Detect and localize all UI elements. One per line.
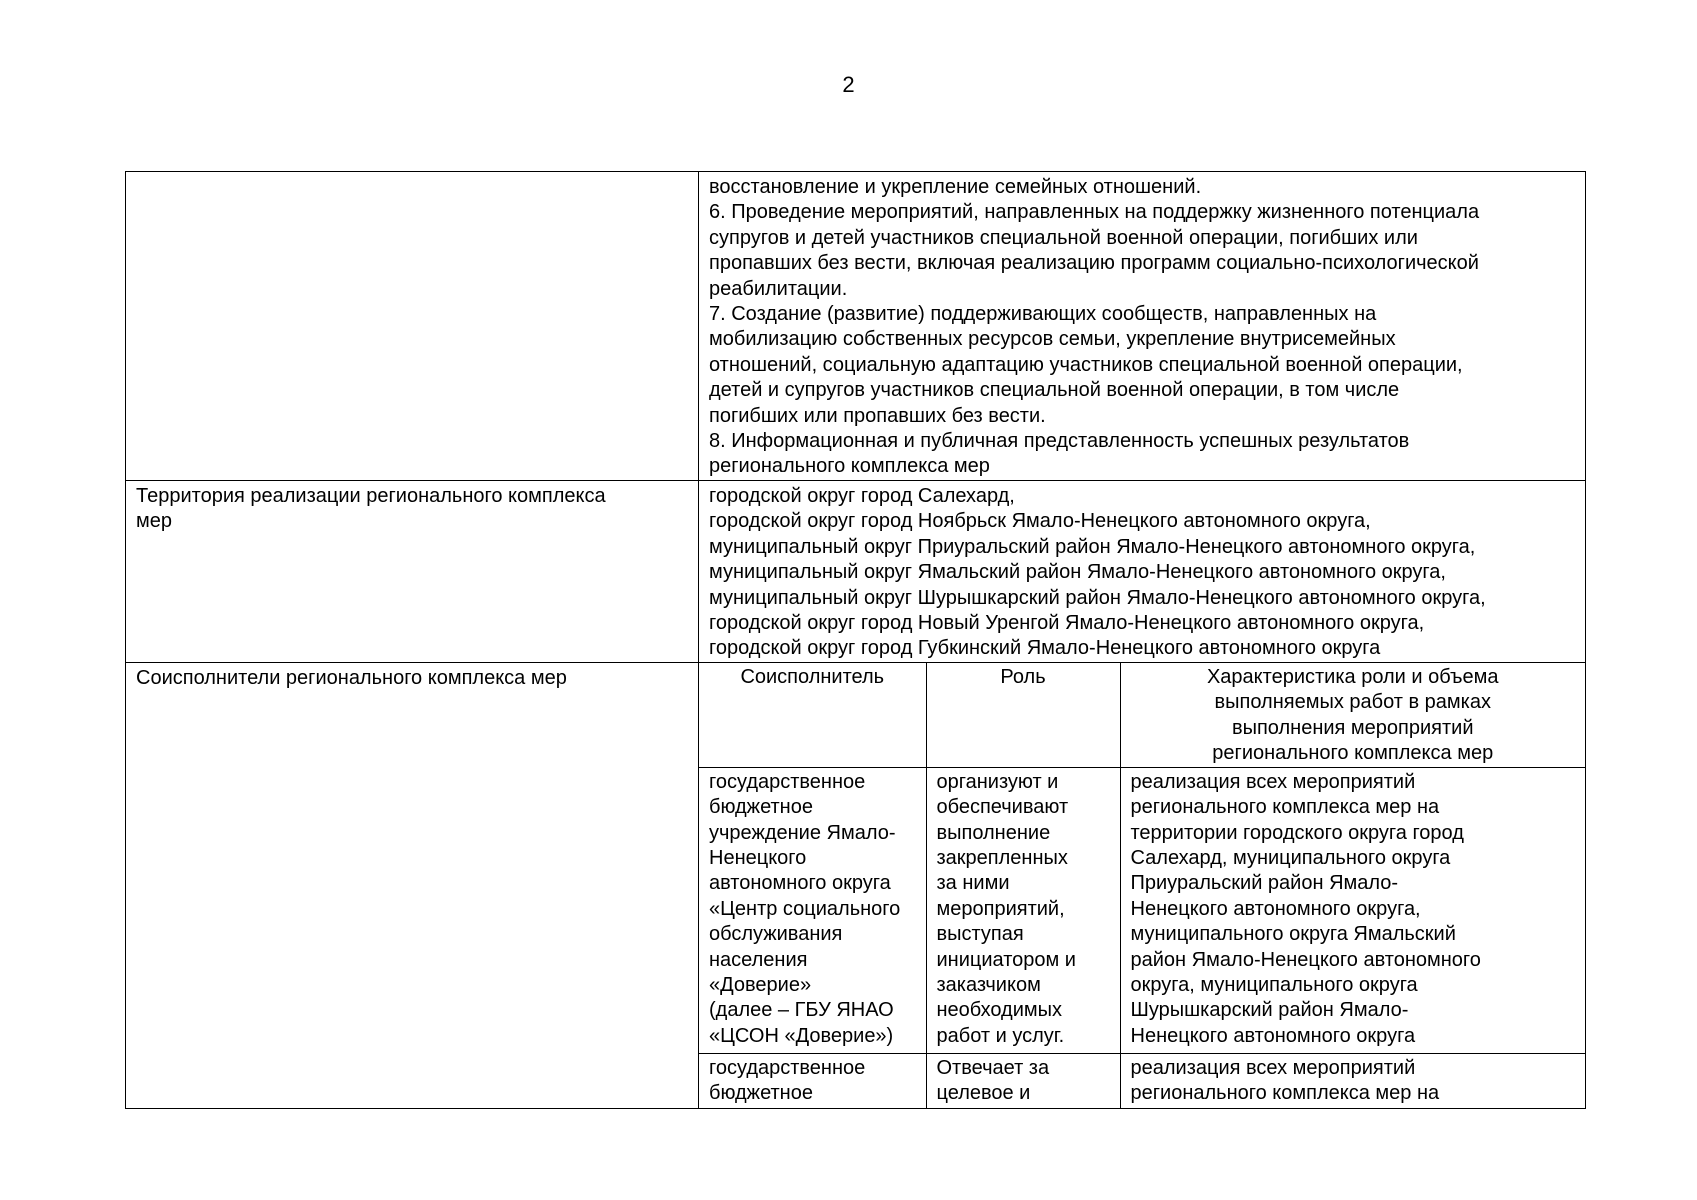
text-line: округа, муниципального округа — [1130, 973, 1418, 996]
text-line: регионального комплекса мер — [709, 455, 990, 478]
table-row — [126, 172, 1586, 481]
table-row — [126, 480, 1586, 662]
text-line: населения — [709, 948, 808, 971]
header-text: выполнения мероприятий — [1231, 716, 1474, 739]
text-line: необходимых — [936, 999, 1063, 1022]
text-line: муниципальный округ Шурышкарский район Ямало-Ненецкого автономного округа, — [709, 586, 1486, 609]
text-line: супругов и детей участников специальной военной операции, погибших или — [709, 226, 1418, 249]
table-row — [126, 662, 1586, 1108]
text-line: городской округ город Салехард, — [709, 484, 1015, 507]
page-number: 2 — [842, 72, 855, 97]
coexecutors-cell — [699, 662, 1586, 1108]
text-line: «Доверие» — [709, 973, 812, 996]
text-line: государственное — [709, 770, 866, 793]
text-line: мер — [136, 510, 172, 533]
text-line: территории городского округа город — [1130, 821, 1464, 844]
header-text: Характеристика роли и объема — [1206, 665, 1499, 688]
text-line: 7. Создание (развитие) поддерживающих сообществ, направленных на — [709, 303, 1377, 326]
coexecutors-table — [699, 663, 1585, 1108]
table-row — [699, 1053, 1585, 1108]
text-line: Отвечает за — [936, 1056, 1050, 1079]
text-line: Приуральский район Ямало- — [1130, 872, 1399, 895]
text-line: работ и услуг. — [936, 1024, 1065, 1047]
text-line: реализация всех мероприятий — [1130, 1056, 1416, 1079]
header-text: регионального комплекса мер — [1212, 741, 1494, 764]
text-line: 8. Информационная и публичная представленность успешных результатов — [709, 430, 1410, 453]
text-line: учреждение Ямало- — [709, 821, 896, 844]
text-line: Соисполнители регионального комплекса мер — [136, 666, 567, 689]
text-line: за ними — [936, 872, 1010, 895]
text-line: мобилизацию собственных ресурсов семьи, укрепление внутрисемейных — [709, 328, 1396, 351]
text-line: погибших или пропавших без вести. — [709, 404, 1046, 427]
text-line: муниципального округа Ямальский — [1130, 923, 1456, 946]
text-line: «ЦСОН «Доверие») — [709, 1024, 894, 1047]
text-line: Ненецкого автономного округа, — [1130, 897, 1421, 920]
text-line: городской округ город Губкинский Ямало-Ненецкого автономного округа — [709, 637, 1381, 660]
text-line: бюджетное — [709, 1082, 813, 1105]
text-line: выполнение — [936, 821, 1051, 844]
row-label-cell — [126, 172, 699, 481]
coexecutors-header-row — [699, 663, 1585, 768]
row-content-cell — [699, 172, 1586, 481]
coexecutor-cell — [699, 767, 926, 1053]
text-line: городской округ город Новый Уренгой Ямало-Ненецкого автономного округа, — [709, 611, 1425, 634]
role-cell — [926, 1053, 1120, 1108]
text-line: бюджетное — [709, 796, 813, 819]
characteristic-cell — [1120, 767, 1585, 1053]
characteristic-cell — [1120, 1053, 1585, 1108]
text-line: обеспечивают — [936, 796, 1069, 819]
text-line: отношений, социальную адаптацию участников специальной военной операции, — [709, 353, 1463, 376]
text-line: восстановление и укрепление семейных отношений. — [709, 176, 1202, 198]
text-line: регионального комплекса мер на — [1130, 1082, 1440, 1105]
table-row — [699, 767, 1585, 1053]
text-line: мероприятий, — [936, 897, 1065, 920]
text-line: инициатором и — [936, 948, 1076, 971]
text-line: Ненецкого — [709, 846, 807, 869]
text-line: пропавших без вести, включая реализацию программ социально-психологической — [709, 252, 1479, 275]
text-line: «Центр социального — [709, 897, 901, 920]
text-line: закрепленных — [936, 846, 1068, 869]
text-line: район Ямало-Ненецкого автономного — [1130, 948, 1481, 971]
text-line: обслуживания — [709, 923, 843, 946]
header-cell — [926, 663, 1120, 768]
header-text: Роль — [1000, 665, 1046, 688]
text-line: 6. Проведение мероприятий, направленных на поддержку жизненного потенциала — [709, 201, 1480, 224]
text-line: организуют и — [936, 770, 1059, 793]
header-cell — [1120, 663, 1585, 768]
text-line: заказчиком — [936, 973, 1041, 996]
text-line: выступая — [936, 923, 1024, 946]
text-line: городской округ город Ноябрьск Ямало-Ненецкого автономного округа, — [709, 510, 1371, 533]
role-cell — [926, 767, 1120, 1053]
row-label-cell — [126, 480, 699, 662]
text-line: реабилитации. — [709, 277, 848, 300]
text-line: Шурышкарский район Ямало- — [1130, 999, 1409, 1022]
text-line: Территория реализации регионального комплекса — [136, 484, 606, 507]
text-line: реализация всех мероприятий — [1130, 770, 1416, 793]
coexecutor-cell — [699, 1053, 926, 1108]
text-line: детей и супругов участников специальной военной операции, в том числе — [709, 379, 1400, 402]
header-text: Соисполнитель — [740, 665, 885, 688]
text-line: регионального комплекса мер на — [1130, 796, 1440, 819]
header-text: выполняемых работ в рамках — [1214, 691, 1491, 714]
text-line: муниципальный округ Приуральский район Ямало-Ненецкого автономного округа, — [709, 535, 1476, 558]
text-line: Салехард, муниципального округа — [1130, 846, 1451, 869]
text-line: целевое и — [936, 1082, 1031, 1105]
text-line: автономного округа — [709, 872, 891, 895]
passport-table — [125, 171, 1586, 1109]
row-content-cell — [699, 480, 1586, 662]
text-line: Ненецкого автономного округа — [1130, 1024, 1416, 1047]
header-cell — [699, 663, 926, 768]
text-line: (далее – ГБУ ЯНАО — [709, 999, 894, 1022]
text-line: государственное — [709, 1056, 866, 1079]
row-label-cell — [126, 662, 699, 1108]
text-line: муниципальный округ Ямальский район Ямало-Ненецкого автономного округа, — [709, 561, 1446, 584]
